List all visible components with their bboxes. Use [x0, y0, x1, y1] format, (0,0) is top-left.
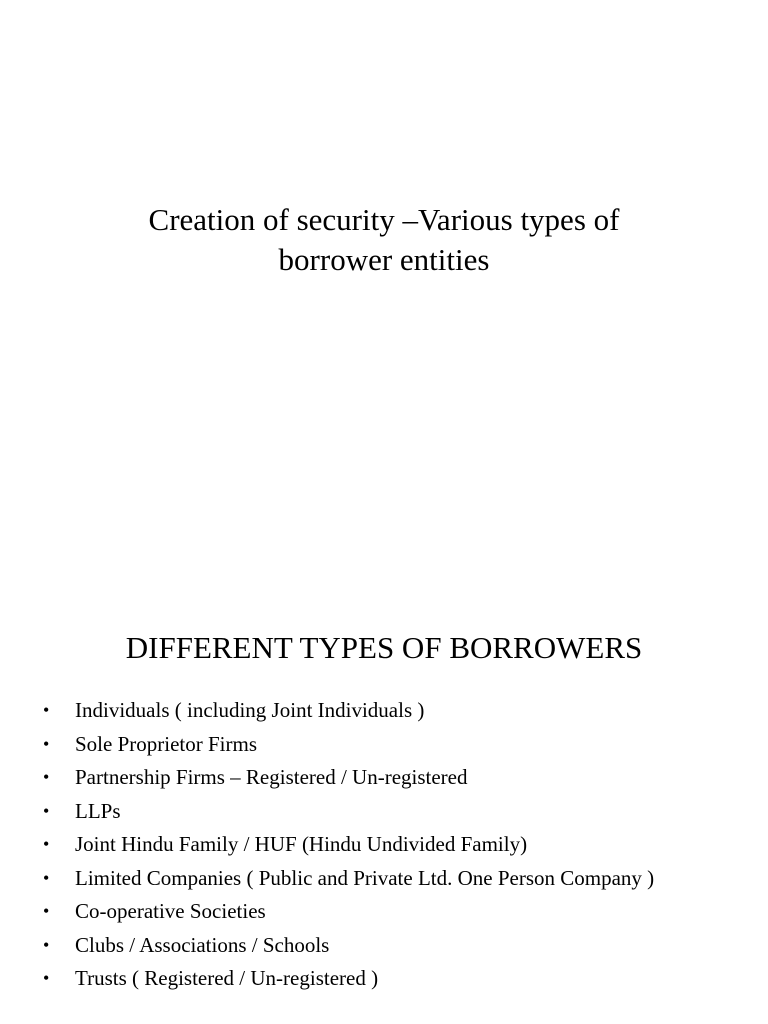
list-item [40, 830, 730, 858]
list-item-text: LLPs [75, 798, 121, 823]
bullet-icon: • [43, 934, 50, 955]
bullet-icon: • [43, 733, 50, 754]
borrower-types-list [40, 696, 730, 998]
list-item-text: Limited Companies ( Public and Private Ltd. One Person Company ) [75, 865, 655, 890]
bullet-icon: • [43, 901, 50, 921]
slide-1-title-line-2: borrower entities [278, 242, 490, 277]
slide-2-title: DIFFERENT TYPES OF BORROWERS [125, 630, 643, 665]
list-item [40, 696, 730, 724]
list-item-text: Trusts ( Registered / Un-registered ) [75, 966, 379, 990]
bullet-icon: • [43, 968, 50, 988]
list-item [40, 931, 730, 959]
bullet-icon: • [43, 800, 50, 821]
list-item [40, 763, 730, 791]
list-item-text: Co-operative Societies [75, 899, 266, 923]
list-item-text: Partnership Firms – Registered / Un-registered [75, 765, 468, 789]
slide-2 [0, 576, 768, 1024]
bullet-icon: • [43, 767, 50, 787]
list-item-text: Individuals ( including Joint Individuals ) [75, 698, 425, 722]
bullet-icon: • [43, 867, 50, 888]
bullet-icon: • [43, 700, 50, 720]
list-item [40, 730, 730, 758]
slide-1-title-line-1: Creation of security –Various types of [148, 202, 620, 237]
slide-1-title [84, 200, 684, 280]
list-item-text: Joint Hindu Family / HUF (Hindu Undivided Family) [75, 832, 528, 856]
list-item-text: Sole Proprietor Firms [75, 731, 257, 756]
list-item [40, 897, 730, 925]
bullet-icon: • [43, 834, 50, 854]
list-item-text: Clubs / Associations / Schools [75, 932, 330, 957]
list-item [40, 864, 730, 892]
list-item [40, 797, 730, 825]
list-item [40, 964, 730, 992]
